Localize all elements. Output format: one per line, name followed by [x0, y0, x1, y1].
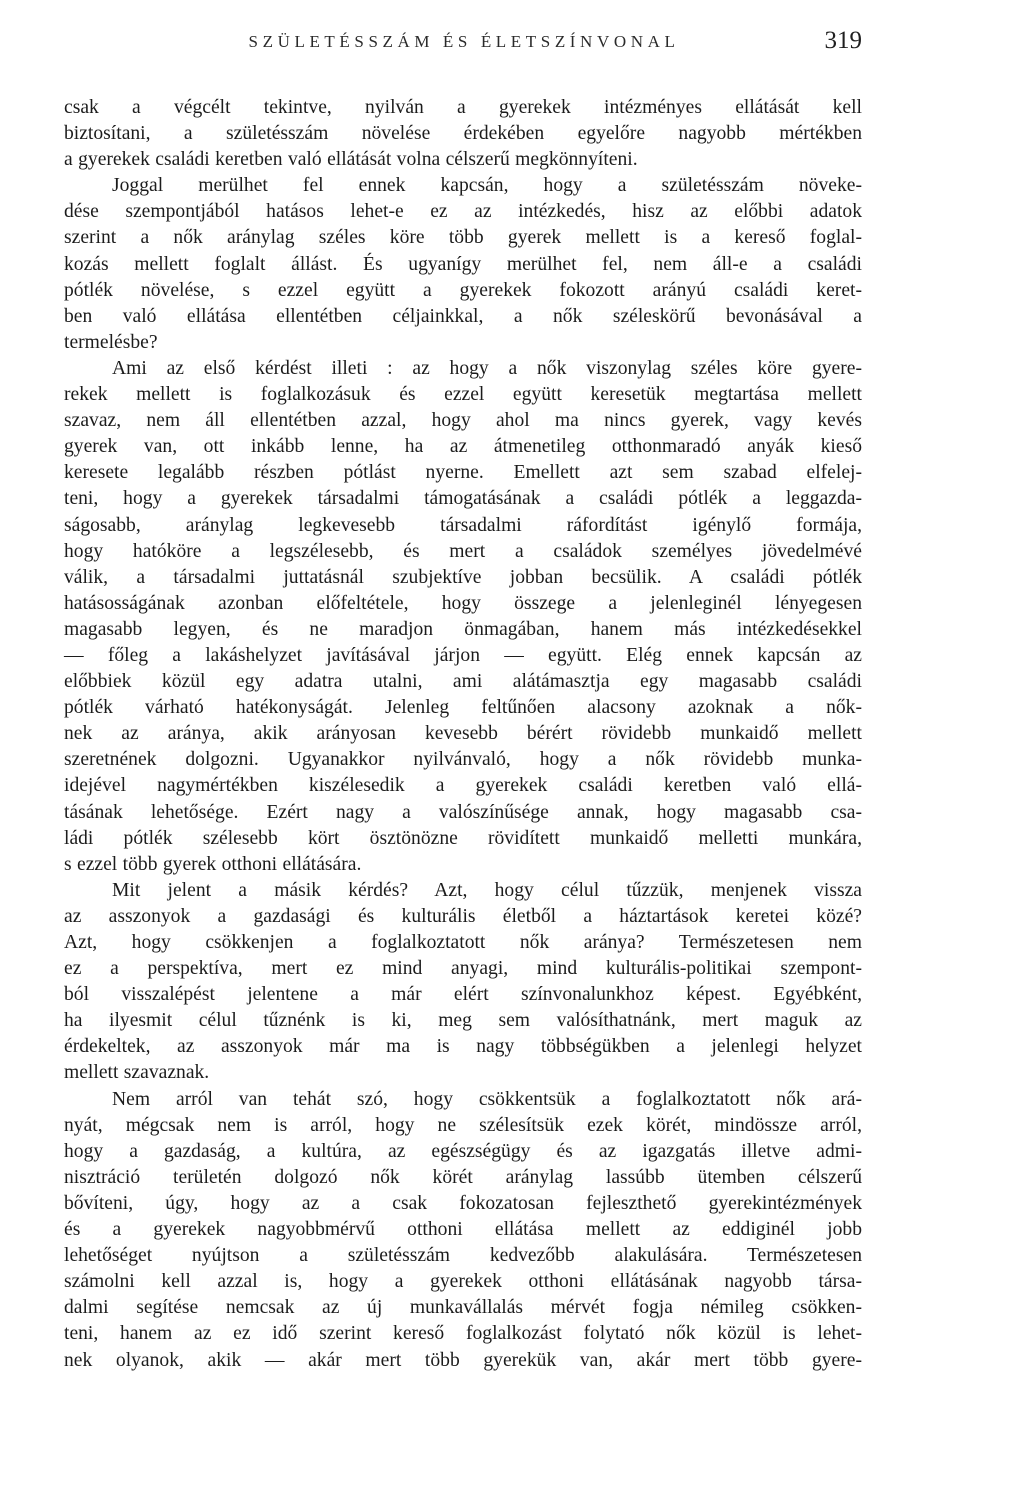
text-line: az asszonyok a gazdasági és kulturális életből a háztartások keretei közé? [64, 905, 862, 927]
body-text [64, 95, 862, 1374]
text-line: ságosabb, aránylag legkevesebb társadalmi ráfordítást igénylő formája, [64, 514, 862, 536]
text-line: nek az aránya, akik arányosan kevesebb bérért rövidebb munkaidő mellett [64, 723, 862, 745]
text-line: előbbiek közül egy adatra utalni, ami alátámasztja egy magasabb családi [64, 671, 862, 693]
text-line: Nem arról van tehát szó, hogy csökkentsük a foglalkoztatott nők ará- [112, 1088, 862, 1110]
text-line: lehetőséget nyújtson a születésszám kedvezőbb alakulására. Természetesen [64, 1245, 862, 1267]
text-line: a gyerekek családi keretben való ellátását volna célszerű megkönnyíteni. [64, 149, 638, 171]
text-line: mellett szavaznak. [64, 1062, 210, 1084]
text-line: teni, hanem az ez idő szerint kereső foglalkozást folytató nők közül is lehet- [64, 1323, 862, 1345]
text-line: Ami az első kérdést illeti : az hogy a nők viszonylag széles köre gyere- [112, 357, 862, 379]
text-line: bővíteni, úgy, hogy az a csak fokozatosan fejleszthető gyerekintézmények [64, 1192, 862, 1214]
text-line: nyát, mégcsak nem is arról, hogy ne szélesítsük ezek körét, mindössze arról, [64, 1114, 862, 1136]
text-line: ez a perspektíva, mert ez mind anyagi, mind kulturális-politikai szempont- [64, 958, 862, 980]
text-line: Azt, hogy csökkenjen a foglalkoztatott nők aránya? Természetesen nem [64, 932, 862, 953]
page-number: 319 [824, 27, 862, 54]
text-line: ha ilyesmit célul tűznénk is ki, meg sem valósíthatnánk, mert maguk az [64, 1010, 862, 1032]
text-line: válik, a társadalmi juttatásnál szubjektíve jobban becsülik. A családi pótlék [64, 566, 862, 588]
text-line: ból visszalépést jelentene a már elért színvonalunkhoz képest. Egyébként, [64, 984, 862, 1006]
text-line: érdekeltek, az asszonyok már ma is nagy többségükben a jelenlegi helyzet [64, 1036, 862, 1058]
text-line: dése szempontjából hatásos lehet-e ez az intézkedés, hisz az előbbi adatok [64, 201, 862, 223]
text-line: teni, hogy a gyerekek társadalmi támogatásának a családi pótlék a leggazda- [64, 488, 862, 510]
text-line: hatásosságának azonban előfeltétele, hogy összege a jelenleginél lényegesen [64, 592, 862, 614]
text-line: tásának lehetősége. Ezért nagy a valószínűsége annak, hogy magasabb csa- [64, 801, 862, 823]
text-line: idejével nagymértékben kiszélesedik a gyerekek családi keretben való ellá- [64, 775, 862, 797]
text-line: Joggal merülhet fel ennek kapcsán, hogy a születésszám növeke- [112, 175, 862, 197]
text-line: szerint a nők aránylag széles köre több gyerek mellett is a kereső foglal- [64, 227, 862, 249]
text-line: szavaz, nem áll ellentétben azzal, hogy ahol ma nincs gyerek, vagy kevés [64, 410, 862, 432]
text-line: hogy a gazdaság, a kultúra, az egészségügy és az igazgatás illetve admi- [64, 1140, 862, 1162]
text-line: pótlék növelése, s ezzel együtt a gyerekek fokozott arányú családi keret- [64, 279, 862, 301]
running-title: SZÜLETÉSSZÁM ÉS ÉLETSZÍNVONAL [248, 32, 680, 51]
text-line: és a gyerekek nagyobbmérvű otthoni ellátása mellett az eddiginél jobb [64, 1219, 862, 1241]
text-line: nisztráció területén dolgozó nők körét aránylag lassúbb ütemben célszerű [64, 1166, 862, 1188]
text-line: dalmi segítése nemcsak az új munkavállalás mérvét fogja némileg csökken- [64, 1297, 862, 1319]
text-line: ben való ellátása ellentétben céljainkkal, a nők széleskörű bevonásával a [64, 305, 862, 327]
text-line: rekek mellett is foglalkozásuk és ezzel együtt keresetük megtartása mellett [64, 384, 862, 406]
text-line: biztosítani, a születésszám növelése érdekében egyelőre nagyobb mértékben [64, 123, 862, 145]
text-line: számolni kell azzal is, hogy a gyerekek otthoni ellátásának nagyobb társa- [64, 1271, 862, 1293]
text-line: magasabb legyen, és ne maradjon önmagában, hanem más intézkedésekkel [64, 618, 862, 640]
text-line: Mit jelent a másik kérdés? Azt, hogy célul tűzzük, menjenek vissza [112, 879, 862, 901]
text-line: kozás mellett foglalt állást. És ugyanígy merülhet fel, nem áll-e a családi [64, 253, 862, 275]
text-line: ládi pótlék szélesebb kört ösztönözne rövidített munkaidő melletti munkára, [64, 827, 862, 849]
text-line: csak a végcélt tekintve, nyilván a gyerekek intézményes ellátását kell [64, 97, 862, 118]
text-line: szeretnének dolgozni. Ugyanakkor nyilvánvaló, hogy a nők rövidebb munka- [64, 749, 862, 771]
text-line: termelésbe? [64, 331, 158, 353]
text-line: hogy hatóköre a legszélesebb, és mert a családok személyes jövedelmévé [64, 540, 862, 562]
text-line: — főleg a lakáshelyzet javításával járjon — együtt. Elég ennek kapcsán az [64, 644, 862, 666]
text-line: gyerek van, ott inkább lenne, ha az átmenetileg otthonmaradó anyák kieső [64, 436, 862, 458]
text-line: keresete legalább részben pótlást nyerne. Emellett azt sem szabad elfelej- [64, 462, 862, 484]
text-line: nek olyanok, akik — akár mert több gyerekük van, akár mert több gyere- [64, 1349, 862, 1371]
text-line: s ezzel több gyerek otthoni ellátására. [64, 853, 362, 875]
text-line: pótlék várható hatékonyságát. Jelenleg feltűnően alacsony azoknak a nők- [64, 697, 862, 719]
